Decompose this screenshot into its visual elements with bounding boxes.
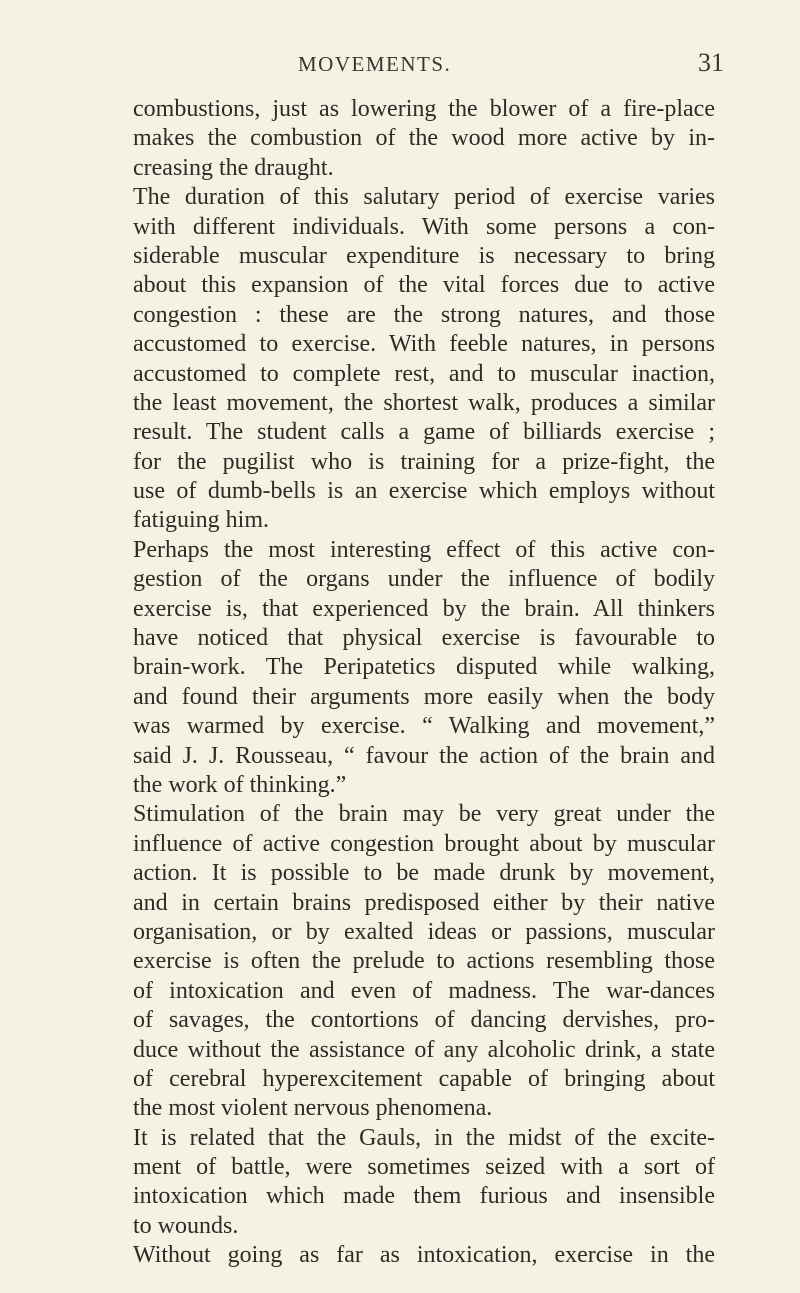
text-line: gestion of the organs under the influence of bodily bbox=[133, 566, 715, 593]
text-line: influence of active congestion brought about by muscular bbox=[133, 830, 715, 857]
text-line: Without going as far as intoxication, exercise in the bbox=[133, 1242, 715, 1269]
text-line: was warmed by exercise. “ Walking and movement,” bbox=[133, 713, 715, 740]
text-line: accustomed to exercise. With feeble natures, in persons bbox=[133, 331, 715, 358]
text-line: with different individuals. With some persons a con- bbox=[133, 213, 715, 240]
text-line: and found their arguments more easily when the body bbox=[133, 683, 715, 710]
text-line: makes the combustion of the wood more active by in- bbox=[133, 125, 715, 152]
text-line: congestion : these are the strong natures, and those bbox=[133, 301, 715, 328]
text-line: exercise is, that experienced by the brain. All thinkers bbox=[133, 595, 715, 622]
text-line: about this expansion of the vital forces due to active bbox=[133, 272, 715, 299]
text-line: duce without the assistance of any alcoholic drink, a state bbox=[133, 1036, 715, 1063]
text-line: result. The student calls a game of billiards exercise ; bbox=[133, 419, 715, 446]
text-line: siderable muscular expenditure is necessary to bring bbox=[133, 242, 715, 269]
text-line: and in certain brains predisposed either by their native bbox=[133, 889, 715, 916]
text-line: for the pugilist who is training for a prize-fight, the bbox=[133, 448, 715, 475]
body-text bbox=[133, 95, 715, 1271]
text-line: of cerebral hyperexcitement capable of bringing about bbox=[133, 1065, 715, 1092]
text-line: combustions, just as lowering the blower of a fire-place bbox=[133, 96, 715, 122]
text-line: said J. J. Rousseau, “ favour the action of the brain and bbox=[133, 742, 715, 769]
text-line: fatiguing him. bbox=[133, 507, 269, 534]
text-line: have noticed that physical exercise is favourable to bbox=[133, 625, 715, 652]
text-line: creasing the draught. bbox=[133, 154, 334, 181]
text-line: to wounds. bbox=[133, 1212, 239, 1239]
text-line: of intoxication and even of madness. The war-dances bbox=[133, 977, 715, 1004]
text-line: Perhaps the most interesting effect of this active con- bbox=[133, 536, 715, 563]
text-line: exercise is often the prelude to actions resembling those bbox=[133, 948, 715, 975]
text-line: of savages, the contortions of dancing dervishes, pro- bbox=[133, 1007, 715, 1034]
text-line: the least movement, the shortest walk, produces a similar bbox=[133, 389, 715, 416]
text-line: brain-work. The Peripatetics disputed while walking, bbox=[133, 654, 715, 681]
running-head: MOVEMENTS. bbox=[298, 52, 452, 76]
text-line: the most violent nervous phenomena. bbox=[133, 1095, 493, 1122]
text-line: accustomed to complete rest, and to muscular inaction, bbox=[133, 360, 715, 387]
text-line: action. It is possible to be made drunk by movement, bbox=[133, 860, 715, 887]
text-line: The duration of this salutary period of exercise varies bbox=[133, 184, 715, 211]
text-line: Stimulation of the brain may be very great under the bbox=[133, 801, 715, 828]
text-line: the work of thinking.” bbox=[133, 771, 347, 798]
text-line: organisation, or by exalted ideas or passions, muscular bbox=[133, 918, 715, 945]
text-line: intoxication which made them furious and insensible bbox=[133, 1183, 715, 1210]
text-line: use of dumb-bells is an exercise which employs without bbox=[133, 478, 715, 505]
text-line: It is related that the Gauls, in the midst of the excite- bbox=[133, 1124, 715, 1151]
page-number: 31 bbox=[698, 48, 724, 77]
text-line: ment of battle, were sometimes seized with a sort of bbox=[133, 1154, 715, 1181]
